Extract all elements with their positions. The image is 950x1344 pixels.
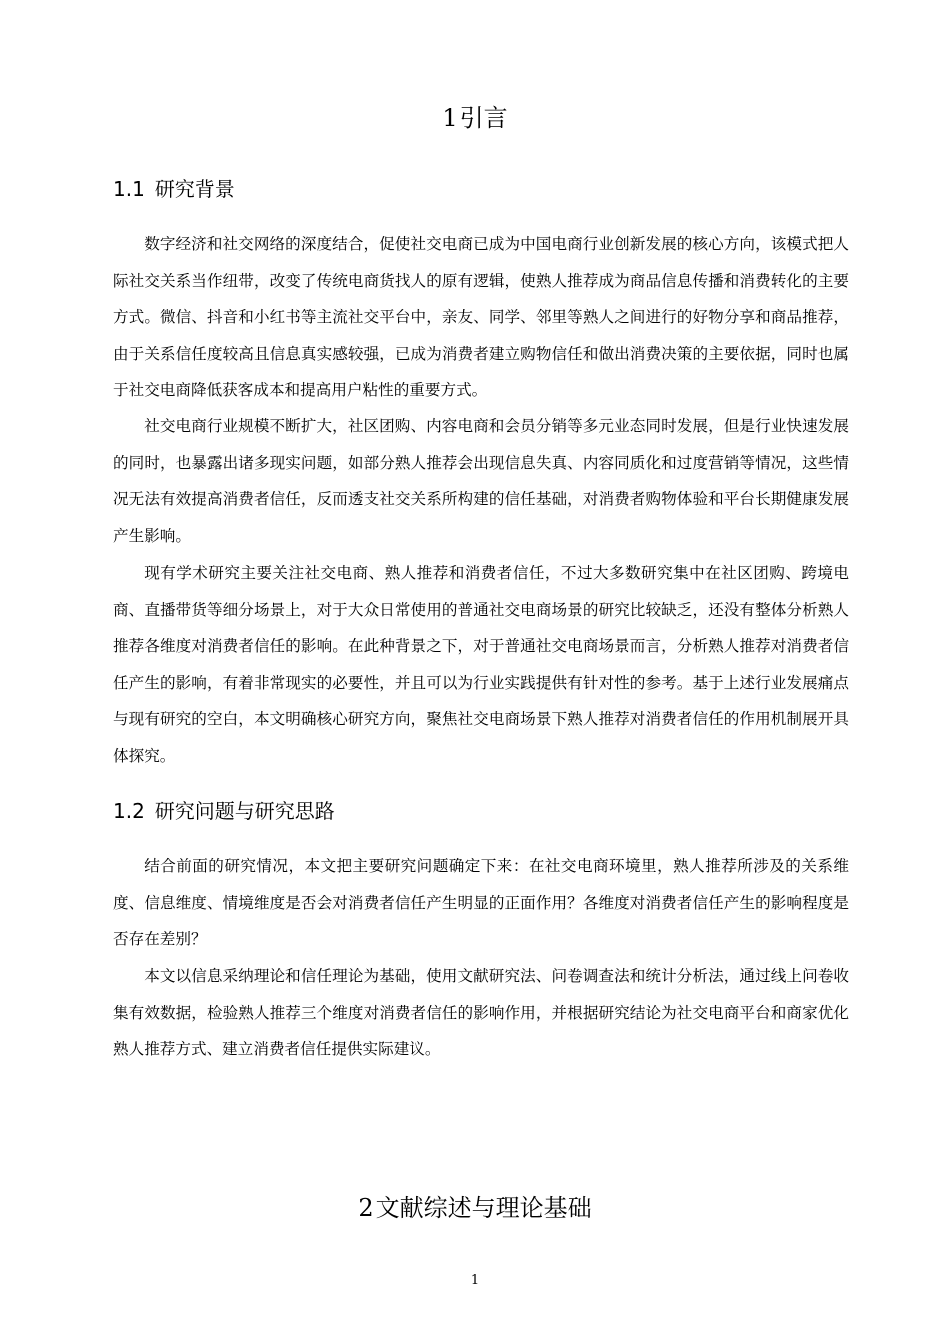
section-1-1-paragraph-1: 数字经济和社交网络的深度结合，促使社交电商已成为中国电商行业创新发展的核心方向，该模式把人际社交关系当作纽带，改变了传统电商货找人的原有逻辑，使熟人推荐成为商品信息传播和消费转化的主要方式。微信、抖音和小红书等主流社交平台中，亲友、同学、邻里等熟人之间进行的好物分享和商品推荐，由于关系信任度较高且信息真实感较强，已成为消费者建立购物信任和做出消费决策的主要依据，同时也属于社交电商降低获客成本和提高用户粘性的重要方式。	[113, 235, 849, 400]
chapter-1-title	[0, 103, 950, 133]
section-1-2-heading	[113, 798, 335, 824]
section-1-2-paragraph-2: 本文以信息采纳理论和信任理论为基础，使用文献研究法、问卷调查法和统计分析法，通过线上问卷收集有效数据，检验熟人推荐三个维度对消费者信任的影响作用，并根据研究结论为社交电商平台和商家优化熟人推荐方式、建立消费者信任提供实际建议。	[113, 967, 849, 1059]
section-1-1-paragraph-3: 现有学术研究主要关注社交电商、熟人推荐和消费者信任，不过大多数研究集中在社区团购、跨境电商、直播带货等细分场景上，对于大众日常使用的普通社交电商场景的研究比较缺乏，还没有整体分析熟人推荐各维度对消费者信任的影响。在此种背景之下，对于普通社交电商场景而言，分析熟人推荐对消费者信任产生的影响，有着非常现实的必要性，并且可以为行业实践提供有针对性的参考。基于上述行业发展痛点与现有研究的空白，本文明确核心研究方向，聚焦社交电商场景下熟人推荐对消费者信任的作用机制展开具体探究。	[113, 564, 849, 765]
section-1-1-heading	[113, 176, 235, 202]
page-number: 1	[470, 1273, 480, 1288]
chapter-2-title	[0, 1193, 950, 1223]
section-1-1-paragraph-2: 社交电商行业规模不断扩大，社区团购、内容电商和会员分销等多元业态同时发展，但是行业快速发展的同时，也暴露出诸多现实问题，如部分熟人推荐会出现信息失真、内容同质化和过度营销等情况，这些情况无法有效提高消费者信任，反而透支社交关系所构建的信任基础，对消费者购物体验和平台长期健康发展产生影响。	[113, 417, 849, 545]
section-1-2-number: 1.2	[113, 799, 145, 823]
section-1-1-title: 研究背景	[154, 177, 235, 201]
chapter-1-number: 1	[442, 104, 458, 132]
chapter-1-title-text: 引言	[459, 104, 508, 132]
section-1-1-number: 1.1	[113, 177, 145, 201]
section-1-2-title: 研究问题与研究思路	[154, 799, 335, 823]
chapter-2-title-text: 文献综述与理论基础	[375, 1194, 592, 1222]
section-1-2-paragraph-1: 结合前面的研究情况，本文把主要研究问题确定下来：在社交电商环境里，熟人推荐所涉及的关系维度、信息维度、情境维度是否会对消费者信任产生明显的正面作用？各维度对消费者信任产生的影响程度是否存在差别？	[113, 857, 849, 949]
chapter-2-number: 2	[358, 1194, 374, 1222]
